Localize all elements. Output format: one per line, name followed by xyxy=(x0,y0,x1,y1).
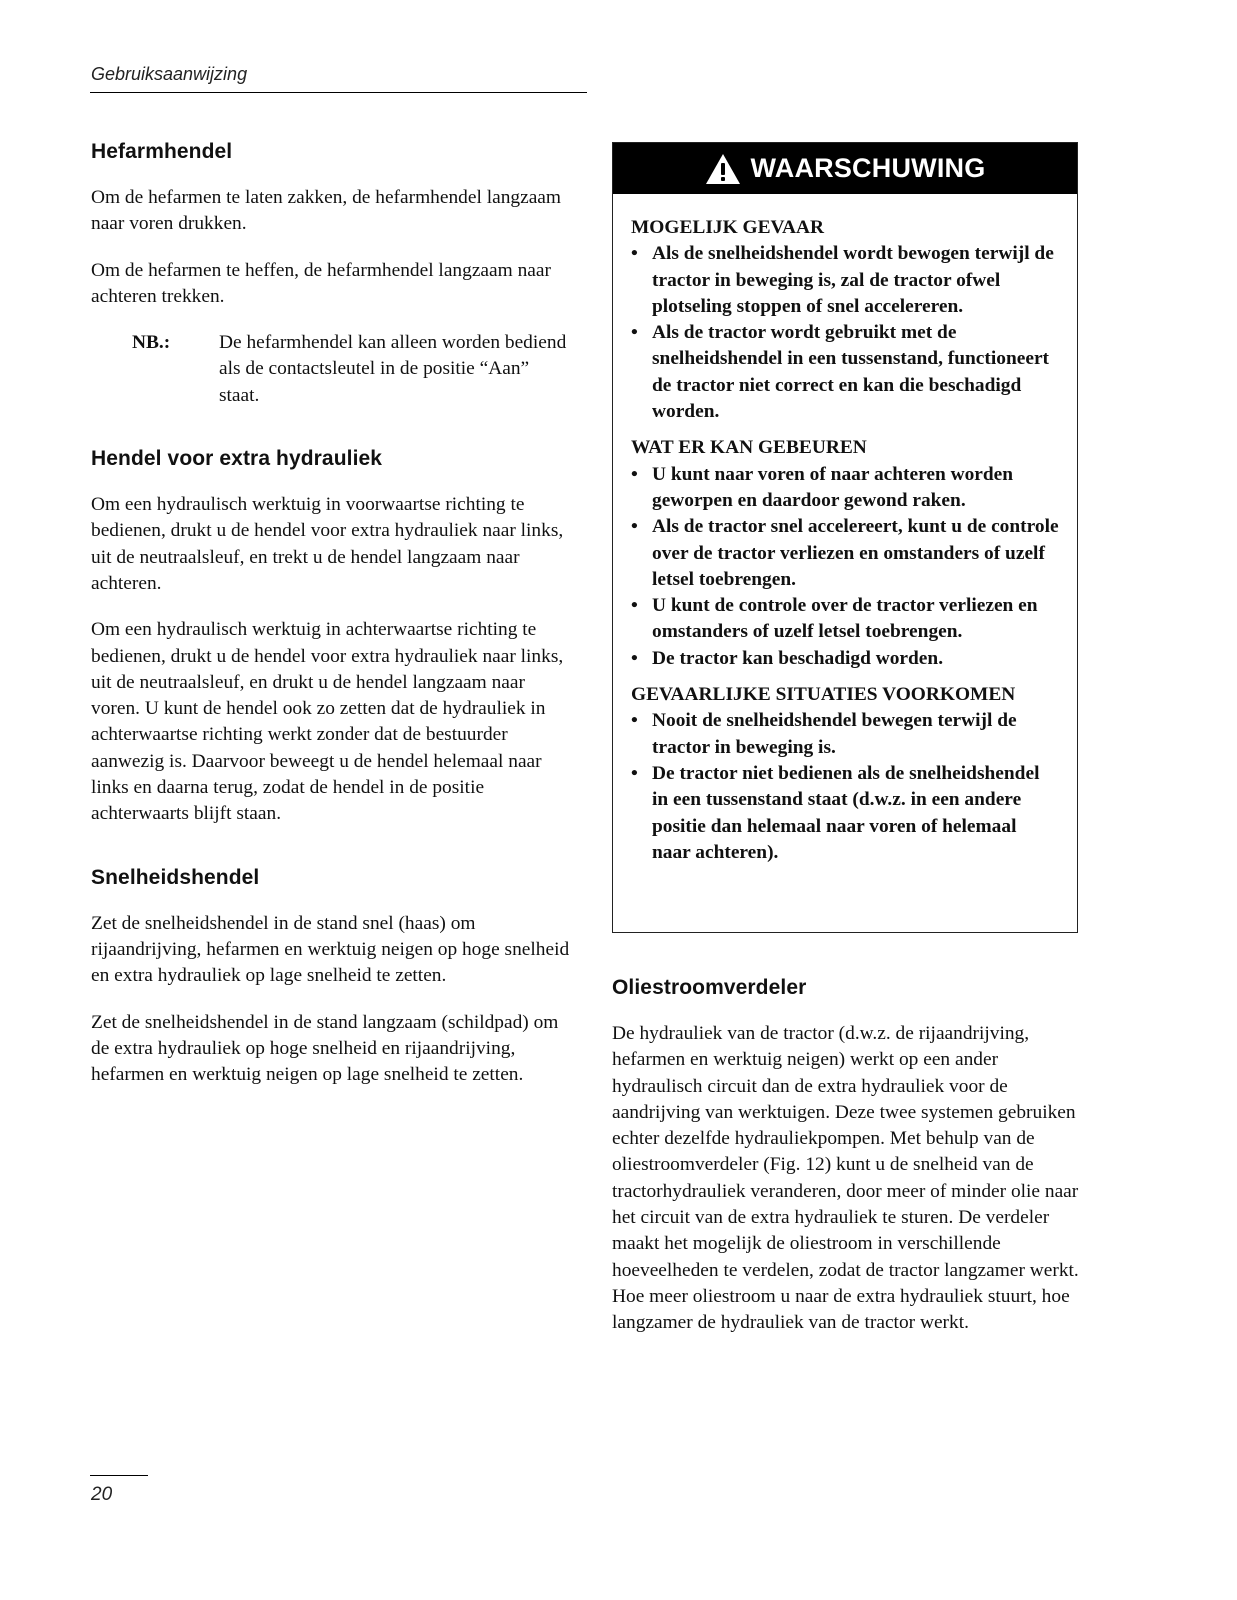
page-number: 20 xyxy=(91,1484,113,1505)
note-label: NB.: xyxy=(132,332,171,354)
warning-list xyxy=(631,241,1059,425)
section-heading-extra-hydrauliek: Hendel voor extra hydrauliek xyxy=(91,447,383,471)
note-text: De hefarmhendel kan alleen worden bediend als de contactsleutel in de positie “Aan” staat. xyxy=(219,332,567,406)
footer-rule xyxy=(90,1475,148,1476)
right-column xyxy=(612,142,1080,1337)
warning-item: • De tractor niet bedienen als de snelheidshendel in een tussenstand staat (d.w.z. in een andere positie dan helemaal naar voren of helemaal naar achteren). xyxy=(631,761,1059,866)
warning-item: • U kunt naar voren of naar achteren worden geworpen en daardoor gewond raken. xyxy=(631,462,1059,515)
section-heading-oliestroomverdeler: Oliestroomverdeler xyxy=(612,976,807,999)
paragraph: De hydrauliek van de tractor (d.w.z. de rijaandrijving, hefarmen en werktuig neigen) werkt op een ander hydraulisch circuit dan de extra hydrauliek voor de aandrijving van werktuigen. Deze twee systemen gebruiken echter dezelfde hydrauliekpompen. Met behulp van de oliestroomverdeler (Fig. 12) kunt u de snelheid van de tractorhydrauliek veranderen, door meer of minder olie naar het circuit van de extra hydrauliek te sturen. De verdeler maakt het mogelijk de oliestroom in verschillende hoeveelheden te verdelen, zodat de tractor langzamer werkt. Hoe meer oliestroom u naar de extra hydrauliek stuurt, hoe langzamer de hydrauliek van de tractor werkt. xyxy=(612,1023,1079,1334)
warning-item: • Als de tractor wordt gebruikt met de snelheidshendel in een tussenstand, functioneert de tractor niet correct en kan die beschadigd worden. xyxy=(631,320,1059,425)
warning-item: • Als de snelheidshendel wordt bewogen terwijl de tractor in beweging is, zal de tractor ofwel plotseling stoppen of snel accelereren. xyxy=(631,241,1059,320)
warning-item: • Als de tractor snel accelereert, kunt u de controle over de tractor verliezen en omstanders of uzelf letsel toebrengen. xyxy=(631,514,1059,593)
header-rule xyxy=(90,92,587,93)
section-heading-hefarmhendel: Hefarmhendel xyxy=(91,140,233,163)
paragraph: Om de hefarmen te heffen, de hefarmhendel langzaam naar achteren trekken. xyxy=(91,259,551,307)
warning-list xyxy=(631,462,1059,672)
warning-section-heading: WAT ER KAN GEBEUREN xyxy=(631,437,867,459)
warning-triangle-icon xyxy=(705,153,741,185)
paragraph: Zet de snelheidshendel in de stand langzaam (schildpad) om de extra hydrauliek op hoge snelheid en rijaandrijving, hefarmen en werktuig neigen op lage snelheid te zetten. xyxy=(91,1011,559,1086)
warning-title: WAARSCHUWING xyxy=(750,153,986,183)
note xyxy=(132,330,571,409)
warning-item: • Nooit de snelheidshendel bewegen terwijl de tractor in beweging is. xyxy=(631,708,1059,761)
warning-box xyxy=(612,142,1078,933)
paragraph: Om een hydraulisch werktuig in voorwaartse richting te bedienen, drukt u de hendel voor extra hydrauliek naar links, uit de neutraalsleuf, en trekt u de hendel langzaam naar achteren. xyxy=(91,494,564,594)
warning-list xyxy=(631,708,1059,866)
paragraph: Zet de snelheidshendel in de stand snel (haas) om rijaandrijving, hefarmen en werktuig neigen op hoge snelheid en extra hydrauliek op lage snelheid te zetten. xyxy=(91,912,570,987)
running-header: Gebruiksaanwijzing xyxy=(91,64,248,84)
paragraph: Om een hydraulisch werktuig in achterwaartse richting te bedienen, drukt u de hendel voor extra hydrauliek naar links, uit de neutraalsleuf, en drukt u de hendel langzaam naar voren. U kunt de hendel ook zo zetten dat de hydrauliek in achterwaartse richting werkt zonder dat de bestuurder aanwezig is. Daarvoor beweegt u de hendel helemaal naar links en daarna terug, zodat de hendel in de positie achterwaarts blijft staan. xyxy=(91,619,564,825)
warning-item: • U kunt de controle over de tractor verliezen en omstanders of uzelf letsel toebrengen. xyxy=(631,593,1059,646)
section-heading-snelheidshendel: Snelheidshendel xyxy=(91,865,260,889)
paragraph: Om de hefarmen te laten zakken, de hefarmhendel langzaam naar voren drukken. xyxy=(91,187,561,235)
warning-section-heading: GEVAARLIJKE SITUATIES VOORKOMEN xyxy=(631,684,1016,706)
warning-body xyxy=(613,194,1077,866)
warning-item: • De tractor kan beschadigd worden. xyxy=(631,646,1059,672)
warning-header xyxy=(613,143,1077,194)
warning-section-heading: MOGELIJK GEVAAR xyxy=(631,217,825,238)
left-column xyxy=(91,140,571,1088)
